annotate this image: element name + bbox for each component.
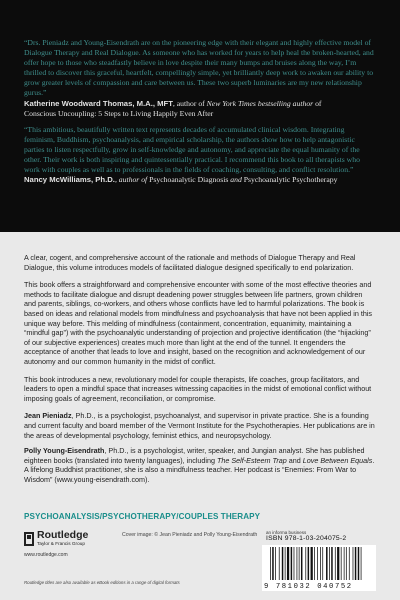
barcode-bar bbox=[275, 547, 276, 580]
author-book-2: Love Between Equals bbox=[302, 455, 373, 465]
praise-book-1b: Conscious Uncoupling: 5 Steps to Living Happily Even After bbox=[24, 108, 214, 118]
barcode-bar bbox=[326, 547, 328, 580]
author-bio-1 bbox=[24, 411, 376, 440]
isbn: ISBN 978-1-03-204075-2 bbox=[266, 535, 347, 542]
informa-tagline: an informa business bbox=[266, 530, 307, 535]
subject-category: PSYCHOANALYSIS/PSYCHOTHERAPY/COUPLES THERAPY bbox=[24, 512, 261, 521]
author-book-1: The Self-Esteem Trap bbox=[217, 455, 287, 465]
barcode-bar bbox=[285, 547, 286, 580]
barcode-bar bbox=[294, 547, 295, 580]
barcode-bar bbox=[329, 547, 330, 580]
publisher-website: www.routledge.com bbox=[24, 552, 68, 558]
author-bio-1-text: , Ph.D., is a psychologist, psychoanalyst, and supervisor in private practice. She is a founding and current faculty and board member of the Vermont Institute for the Psychotherapies. Her publications are in the areas of developmental psychology, feminist ethics, and neuropsychology. bbox=[24, 411, 375, 440]
praise-attribution-1 bbox=[24, 99, 376, 119]
barcode-bar bbox=[301, 547, 303, 580]
barcode-bar bbox=[355, 547, 357, 580]
barcode-bar bbox=[299, 547, 300, 580]
praise-quote-1: “Drs. Pieniadz and Young-Eisendrath are on the pioneering edge with their elegant and highly effective model of Dialogue Therapy and Real Dialogue. As someone who has worked for years to help heal the broken-hearted, and offer hope to those who steadfastly believe in love despite their many bumps and bruises along the way, I’m thrilled to discover this graceful, heartfelt, compellingly simple, yet brilliantly deep work to awaken our ability to grow greater levels of compassion and care between us. These two superb luminaries are my new relationship gurus.” bbox=[24, 38, 374, 98]
publisher-block bbox=[24, 530, 88, 558]
barcode bbox=[262, 545, 376, 591]
description-paragraph-2: This book offers a straightforward and comprehensive encounter with some of the most effective theories and methods to facilitate dialogue and disrupt deadening power struggles between life partners, grown children and parents, siblings, co-workers, and others whose conflicts have led to harmful polarizations. The book is based on ideas and relational models from mindfulness and psychoanalysis that have not been applied in this unique way before. This melding of mindfulness (containment, concentration, equanimity, maintaining a “mindful gap”) with the psychoanalytic understanding of projection and projective identification (the “hijacking” of our subjective experiences) creates much more than light at the end of the tunnel. It engenders the acceptance of another that leads to love and insight, based on the recognition and acknowledgement of our autonomy and our common humanity in the midst of conflict. bbox=[24, 280, 373, 366]
praise-quote-2: “This ambitious, beautifully written text represents decades of accumulated clinical wisdom. Integrating feminism, Buddhism, psychoanalysis, and empirical scholarship, the authors show how to help antagonistic parties to listen respectfully, grow in self-knowledge and autonomy, and appreciate the equal humanity of the other. Their work is both inspiring and quintessentially practical. I recommend this book to all therapists who work with couples as well as to professionals in the fields of coaching, consulting, and conflict resolution.” bbox=[24, 124, 360, 175]
barcode-bar bbox=[344, 547, 345, 580]
routledge-logo-icon bbox=[24, 532, 34, 546]
barcode-bar bbox=[311, 547, 313, 580]
publisher-subtitle: Taylor & Francis Group bbox=[37, 541, 85, 546]
praise-book-1a: New York Times bestselling author bbox=[206, 98, 314, 108]
barcode-bar bbox=[282, 547, 284, 580]
cover-credit: Cover image: © Jean Pieniadz and Polly Young-Eisendrath bbox=[122, 532, 258, 538]
barcode-bar bbox=[317, 547, 318, 580]
ebook-note: Routledge titles are also available as eBook editions in a range of digital formats bbox=[24, 580, 180, 585]
barcode-bar bbox=[337, 547, 339, 580]
praise-author-1: Katherine Woodward Thomas, M.A., MFT bbox=[24, 98, 173, 108]
praise-book-2a: Psychoanalytic Diagnosis bbox=[149, 175, 229, 185]
praise-role-1b: of bbox=[313, 98, 322, 108]
barcode-bar bbox=[335, 547, 336, 580]
barcode-bar bbox=[331, 547, 333, 580]
publisher-name: Routledge bbox=[37, 529, 89, 541]
author-name-2: Polly Young-Eisendrath bbox=[24, 446, 105, 456]
praise-panel bbox=[0, 0, 400, 232]
praise-book-2b: Psychoanalytic Psychotherapy bbox=[243, 175, 338, 185]
barcode-bar bbox=[353, 547, 354, 580]
barcode-bar bbox=[314, 547, 315, 580]
barcode-bar bbox=[291, 547, 293, 580]
barcode-bar bbox=[308, 547, 310, 580]
barcode-bar bbox=[349, 547, 350, 580]
barcode-bar bbox=[322, 547, 323, 580]
barcode-bar bbox=[320, 547, 321, 580]
barcode-digits: 9 781032 040752 bbox=[264, 583, 353, 591]
barcode-bar bbox=[297, 547, 298, 580]
barcode-bar bbox=[279, 547, 280, 580]
barcode-bar bbox=[346, 547, 347, 580]
publisher-logo bbox=[24, 530, 88, 547]
author-bio-2-text-b: . A lifelong Buddhist practitioner, she is also a mindfulness teacher. Her podcast is “Enemies: From War to Wisdom” (www.young-eisendrath.com). bbox=[24, 455, 375, 484]
description bbox=[0, 232, 400, 490]
description-paragraph-1: A clear, cogent, and comprehensive account of the rationale and methods of Dialogue Therapy and Real Dialogue, this volume introduces models of facilitated dialogue designed specifically to end polarization. bbox=[24, 253, 356, 272]
barcode-bar bbox=[361, 547, 362, 580]
praise-role-1: , author of bbox=[172, 98, 207, 108]
barcode-bar bbox=[270, 547, 271, 580]
praise-attribution-2 bbox=[24, 175, 376, 185]
author-bio-2-and: and bbox=[286, 455, 303, 465]
author-bio-2-text-a: , Ph.D., is a psychologist, writer, speaker, and Jungian analyst. She has published eighteen books (translated into twenty languages), including bbox=[24, 446, 365, 465]
author-name-1: Jean Pieniadz bbox=[24, 411, 72, 421]
barcode-bar bbox=[358, 547, 360, 580]
barcode-bar bbox=[272, 547, 274, 580]
barcode-bars bbox=[262, 545, 376, 583]
author-bio-2 bbox=[24, 446, 376, 484]
praise-and-2: and bbox=[228, 175, 244, 185]
praise-role-2: , author of bbox=[114, 175, 150, 185]
barcode-bar bbox=[305, 547, 306, 580]
barcode-bar bbox=[287, 547, 289, 580]
description-paragraph-3: This book introduces a new, revolutionary model for couple therapists, life coaches, group facilitators, and leaders to open a mindful space that increases witnessing capacities in the midst of emotional conflict without imposing goals of agreement, reconciliation, or compromise. bbox=[24, 374, 372, 403]
praise-author-2: Nancy McWilliams, Ph.D. bbox=[24, 175, 115, 185]
barcode-bar bbox=[341, 547, 342, 580]
